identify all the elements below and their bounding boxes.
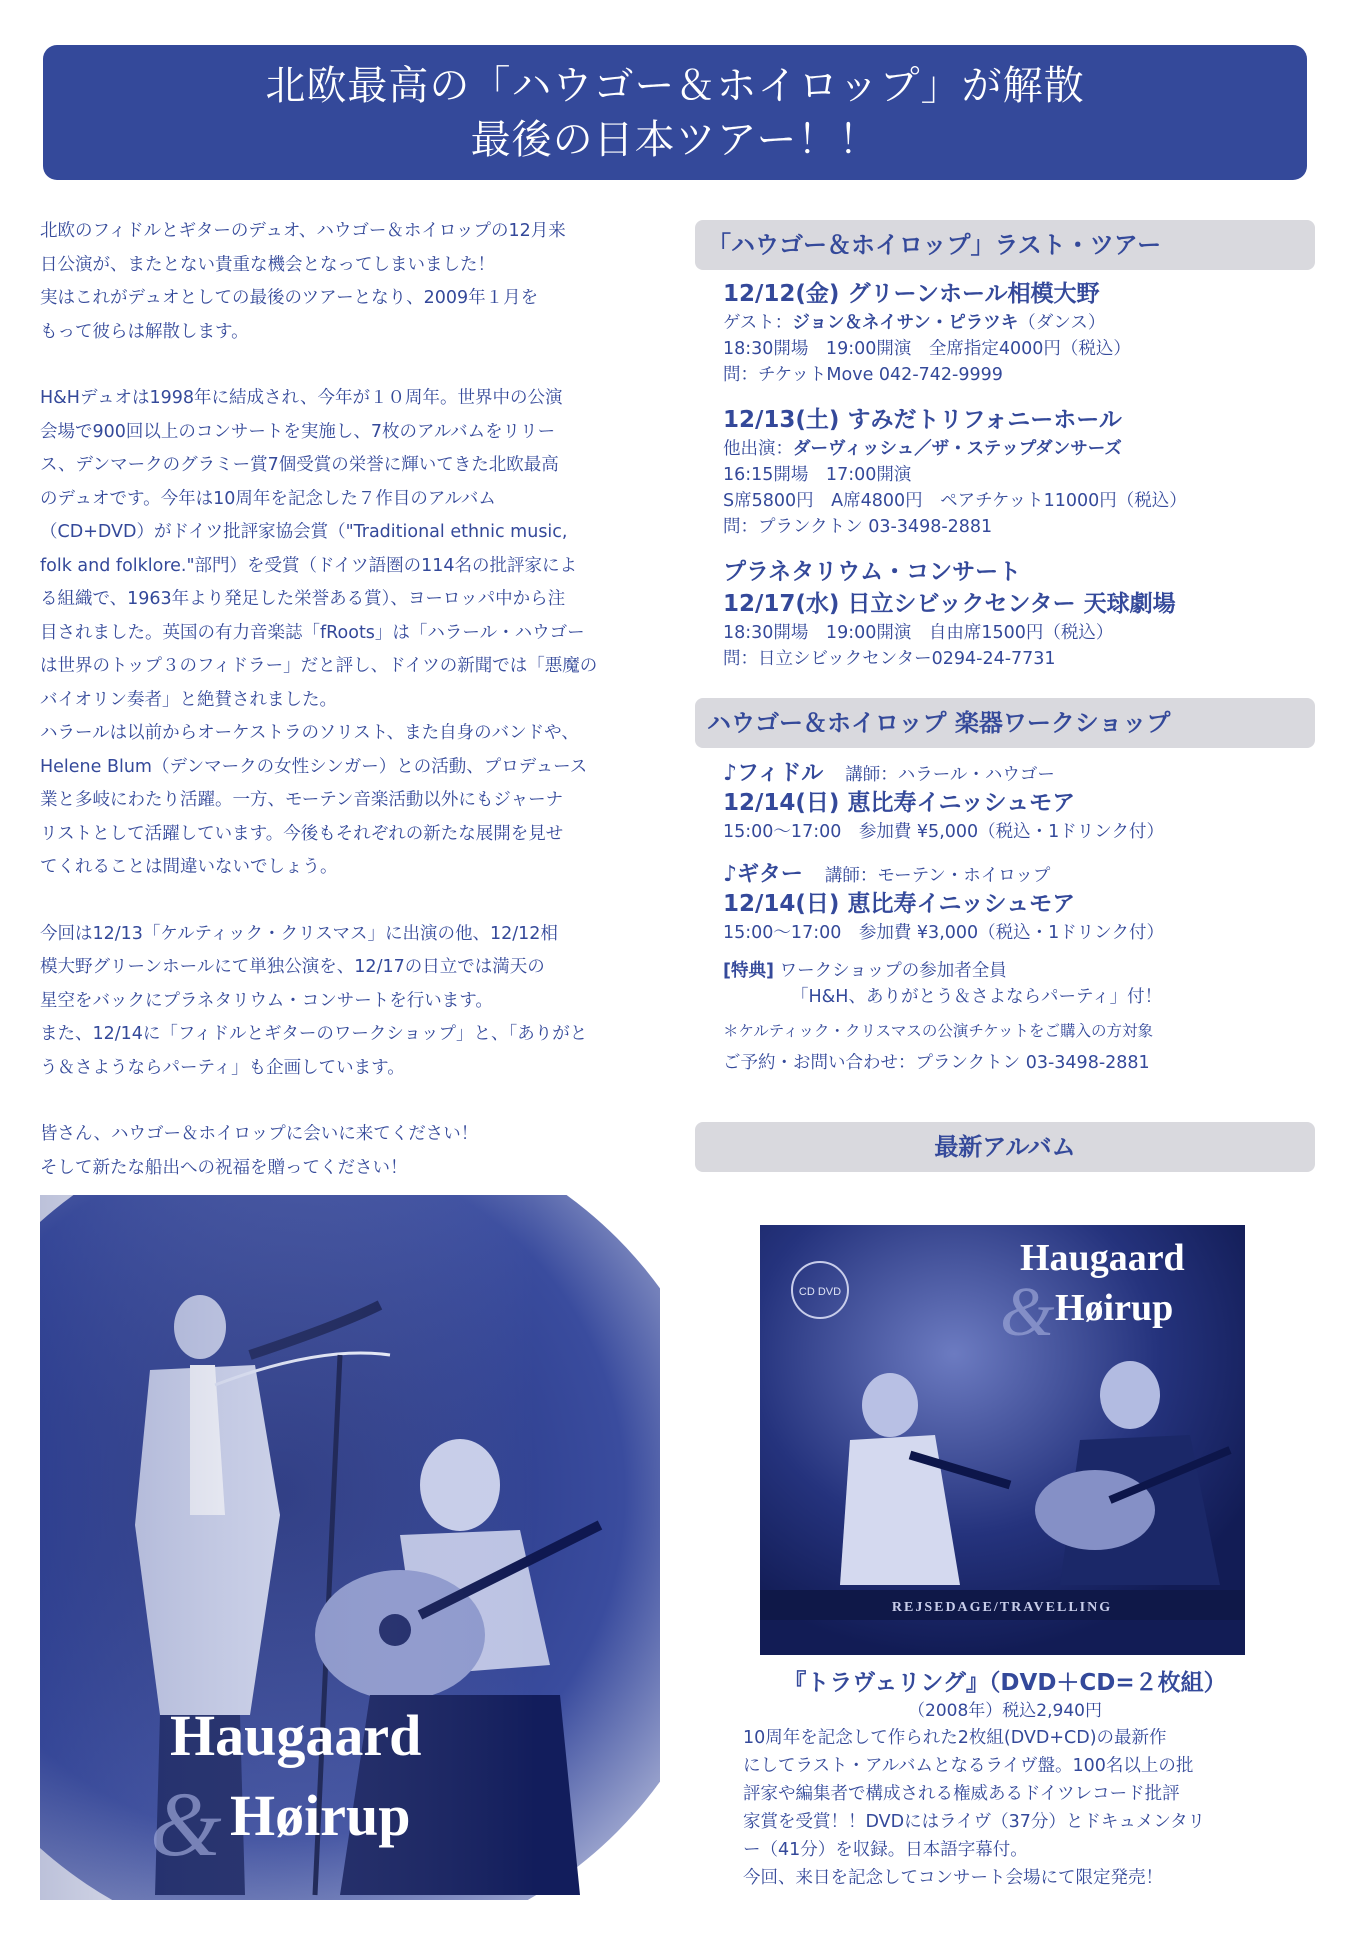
bonus-text-2: 「H&H、ありがとう＆さよならパーティ」付！ — [791, 987, 1163, 1007]
band-photo-image — [40, 1195, 660, 1900]
text-line: は世界のトップ３のフィドラー」だと評し、ドイツの新聞では「悪魔の — [40, 656, 598, 676]
workshop-teacher: 講師：ハラール・ハウゴー — [845, 765, 1055, 785]
album-badge: CD DVD — [798, 1286, 842, 1298]
right-column — [695, 220, 1315, 1172]
photo-logo-1: Haugaard — [170, 1703, 422, 1768]
event-times: 18:30開場 19:00開演 全席指定4000円（税込） — [723, 339, 1131, 359]
photo-logo-amp: & — [150, 1773, 222, 1875]
event-title-pre: プラネタリウム・コンサート — [723, 559, 1022, 585]
text-line: 家賞を受賞！！DVDにはライヴ（37分）とドキュメンタリ — [743, 1812, 1206, 1832]
text-line: ス、デンマークのグラミー賞7個受賞の栄誉に輝いてきた北欧最高 — [40, 455, 559, 475]
album-cover — [760, 1225, 1245, 1655]
intro-paragraph-4 — [40, 1118, 650, 1185]
album-title: 『トラヴェリング』（DVD＋CD=２枚組） — [783, 1670, 1227, 1696]
event-price: S席5800円 A席4800円 ペアチケット11000円（税込） — [723, 491, 1187, 511]
text-line: のデュオです。今年は10周年を記念した７作目のアルバム — [40, 488, 496, 509]
workshop-fiddle — [723, 756, 1315, 845]
header-banner — [43, 45, 1307, 180]
workshop-detail: 15:00〜17:00 参加費 ¥3,000（税込・1ドリンク付） — [723, 923, 1164, 943]
album-cover-amp: & — [1000, 1274, 1055, 1351]
bonus-text-1: ワークショップの参加者全員 — [779, 961, 1007, 981]
text-line: 業と多岐にわたり活躍。一方、モーテン音楽活動以外にもジャーナ — [40, 790, 564, 810]
text-line: ー（41分）を収録。日本語字幕付。 — [743, 1840, 1028, 1860]
album-cover-title-2: Høirup — [1055, 1287, 1174, 1329]
text-line: 実はこれがデュオとしての最後のツアーとなり、2009年１月を — [40, 288, 539, 308]
text-line: う＆さようならパーティ」も企画しています。 — [40, 1057, 405, 1078]
event-1 — [723, 278, 1315, 388]
text-line: 今回は12/13「ケルティック・クリスマス」に出演の他、12/12相 — [40, 923, 558, 944]
event-contact: 問：日立シビックセンター0294-24-7731 — [723, 649, 1056, 669]
event-2 — [723, 404, 1315, 540]
headline-line-1: 北欧最高の「ハウゴー＆ホイロップ」が解散 — [265, 63, 1085, 109]
text-line: にしてラスト・アルバムとなるライヴ盤。100名以上の批 — [743, 1756, 1194, 1776]
album-strip: REJSEDAGE/TRAVELLING — [891, 1600, 1113, 1615]
intro-paragraph-2 — [40, 382, 650, 885]
workshop-bonus — [723, 958, 1315, 1076]
guest-name: ダーヴィッシュ／ザ・ステップダンサーズ — [793, 439, 1122, 459]
text-line: ハラールは以前からオーケストラのソリスト、また自身のバンドや、 — [40, 723, 579, 743]
text-line: そして新たな船出への祝福を贈ってください！ — [40, 1157, 408, 1178]
tour-heading: 「ハウゴー＆ホイロップ」ラスト・ツアー — [695, 220, 1315, 270]
event-contact: 問：プランクトン 03-3498-2881 — [723, 517, 993, 537]
album-price: （2008年）税込2,940円 — [908, 1701, 1102, 1721]
text-line: また、12/14に「フィドルとギターのワークショップ」と、「ありがと — [40, 1024, 588, 1044]
album-description — [743, 1724, 1315, 1892]
workshop-name: ♪ギター — [723, 862, 803, 887]
event-contact: 問：チケットMove 042-742-9999 — [723, 365, 1003, 385]
event-title: 12/17(水) 日立シビックセンター 天球劇場 — [723, 591, 1176, 617]
album-info — [695, 1668, 1315, 1892]
workshop-teacher: 講師：モーテン・ホイロップ — [824, 866, 1051, 886]
text-line: 今回、来日を記念してコンサート会場にて限定発売！ — [743, 1868, 1163, 1888]
guest-name: ジョン＆ネイサン・ピラツキ — [792, 313, 1019, 333]
photo-logo-2: Høirup — [230, 1783, 411, 1848]
text-line: る組織で、1963年より発足した栄誉ある賞）、ヨーロッパ中から注 — [40, 589, 566, 609]
text-line: バイオリン奏者」と絶賛されました。 — [40, 689, 337, 710]
workshop-detail: 15:00〜17:00 参加費 ¥5,000（税込・1ドリンク付） — [723, 822, 1164, 842]
text-line: （CD+DVD）がドイツ批評家協会賞（"Traditional ethnic music, — [40, 522, 568, 542]
text-line: H&Hデュオは1998年に結成され、今年が１０周年。世界中の公演 — [40, 388, 563, 408]
text-line: 目されました。英国の有力音楽誌「fRoots」は「ハラール・ハウゴー — [40, 622, 585, 643]
text-line: てくれることは間違いないでしょう。 — [40, 857, 338, 877]
text-line: 皆さん、ハウゴー＆ホイロップに会いに来てください！ — [40, 1124, 479, 1144]
intro-paragraph-1 — [40, 215, 650, 349]
intro-text — [40, 215, 650, 1185]
workshop-contact: ご予約・お問い合わせ：プランクトン 03-3498-2881 — [723, 1053, 1150, 1073]
guest-label: 他出演： — [723, 439, 793, 459]
event-title: 12/12(金) グリーンホール相模大野 — [723, 281, 1100, 307]
workshop-name: ♪フィドル — [723, 761, 824, 786]
text-line: 10周年を記念して作られた2枚組(DVD+CD)の最新作 — [743, 1728, 1167, 1748]
headline-line-2: 最後の日本ツアー！！ — [470, 117, 880, 163]
workshop-heading: ハウゴー＆ホイロップ 楽器ワークショップ — [695, 698, 1315, 748]
intro-paragraph-3 — [40, 918, 650, 1086]
event-times: 16:15開場 17:00開演 — [723, 465, 912, 485]
workshop-date: 12/14(日) 恵比寿イニッシュモア — [723, 891, 1076, 917]
band-photo — [40, 1195, 660, 1900]
guest-label: ゲスト： — [723, 313, 793, 333]
album-heading: 最新アルバム — [695, 1122, 1315, 1172]
text-line: 会場で900回以上のコンサートを実施し、7枚のアルバムをリリー — [40, 421, 556, 442]
text-line: リストとして活躍しています。今後もそれぞれの新たな展開を見せ — [40, 823, 564, 844]
bonus-label: [特典] — [723, 961, 774, 981]
album-cover-image — [760, 1225, 1245, 1655]
guest-note: （ダンス） — [1018, 313, 1106, 333]
text-line: 評家や編集者で構成される権威あるドイツレコード批評 — [743, 1784, 1180, 1804]
text-line: folk and folklore."部門）を受賞（ドイツ語圏の114名の批評家によ — [40, 555, 578, 576]
workshop-guitar — [723, 857, 1315, 946]
event-3 — [723, 556, 1315, 672]
text-line: 星空をバックにプラネタリウム・コンサートを行います。 — [40, 990, 493, 1011]
text-line: 北欧のフィドルとギターのデュオ、ハウゴー＆ホイロップの12月来 — [40, 221, 566, 241]
text-line: Helene Blum（デンマークの女性シンガー）との活動、プロデュース — [40, 756, 588, 777]
text-line: もって彼らは解散します。 — [40, 321, 249, 342]
text-line: 模大野グリーンホールにて単独公演を、12/17の日立では満天の — [40, 957, 545, 977]
text-line: 日公演が、またとない貴重な機会となってしまいました！ — [40, 254, 495, 275]
album-cover-title-1: Haugaard — [1020, 1237, 1185, 1279]
workshop-date: 12/14(日) 恵比寿イニッシュモア — [723, 790, 1076, 816]
event-times: 18:30開場 19:00開演 自由席1500円（税込） — [723, 623, 1114, 643]
event-title: 12/13(土) すみだトリフォニーホール — [723, 407, 1122, 433]
bonus-note: ＊ケルティック・クリスマスの公演チケットをご購入の方対象 — [723, 1022, 1153, 1040]
